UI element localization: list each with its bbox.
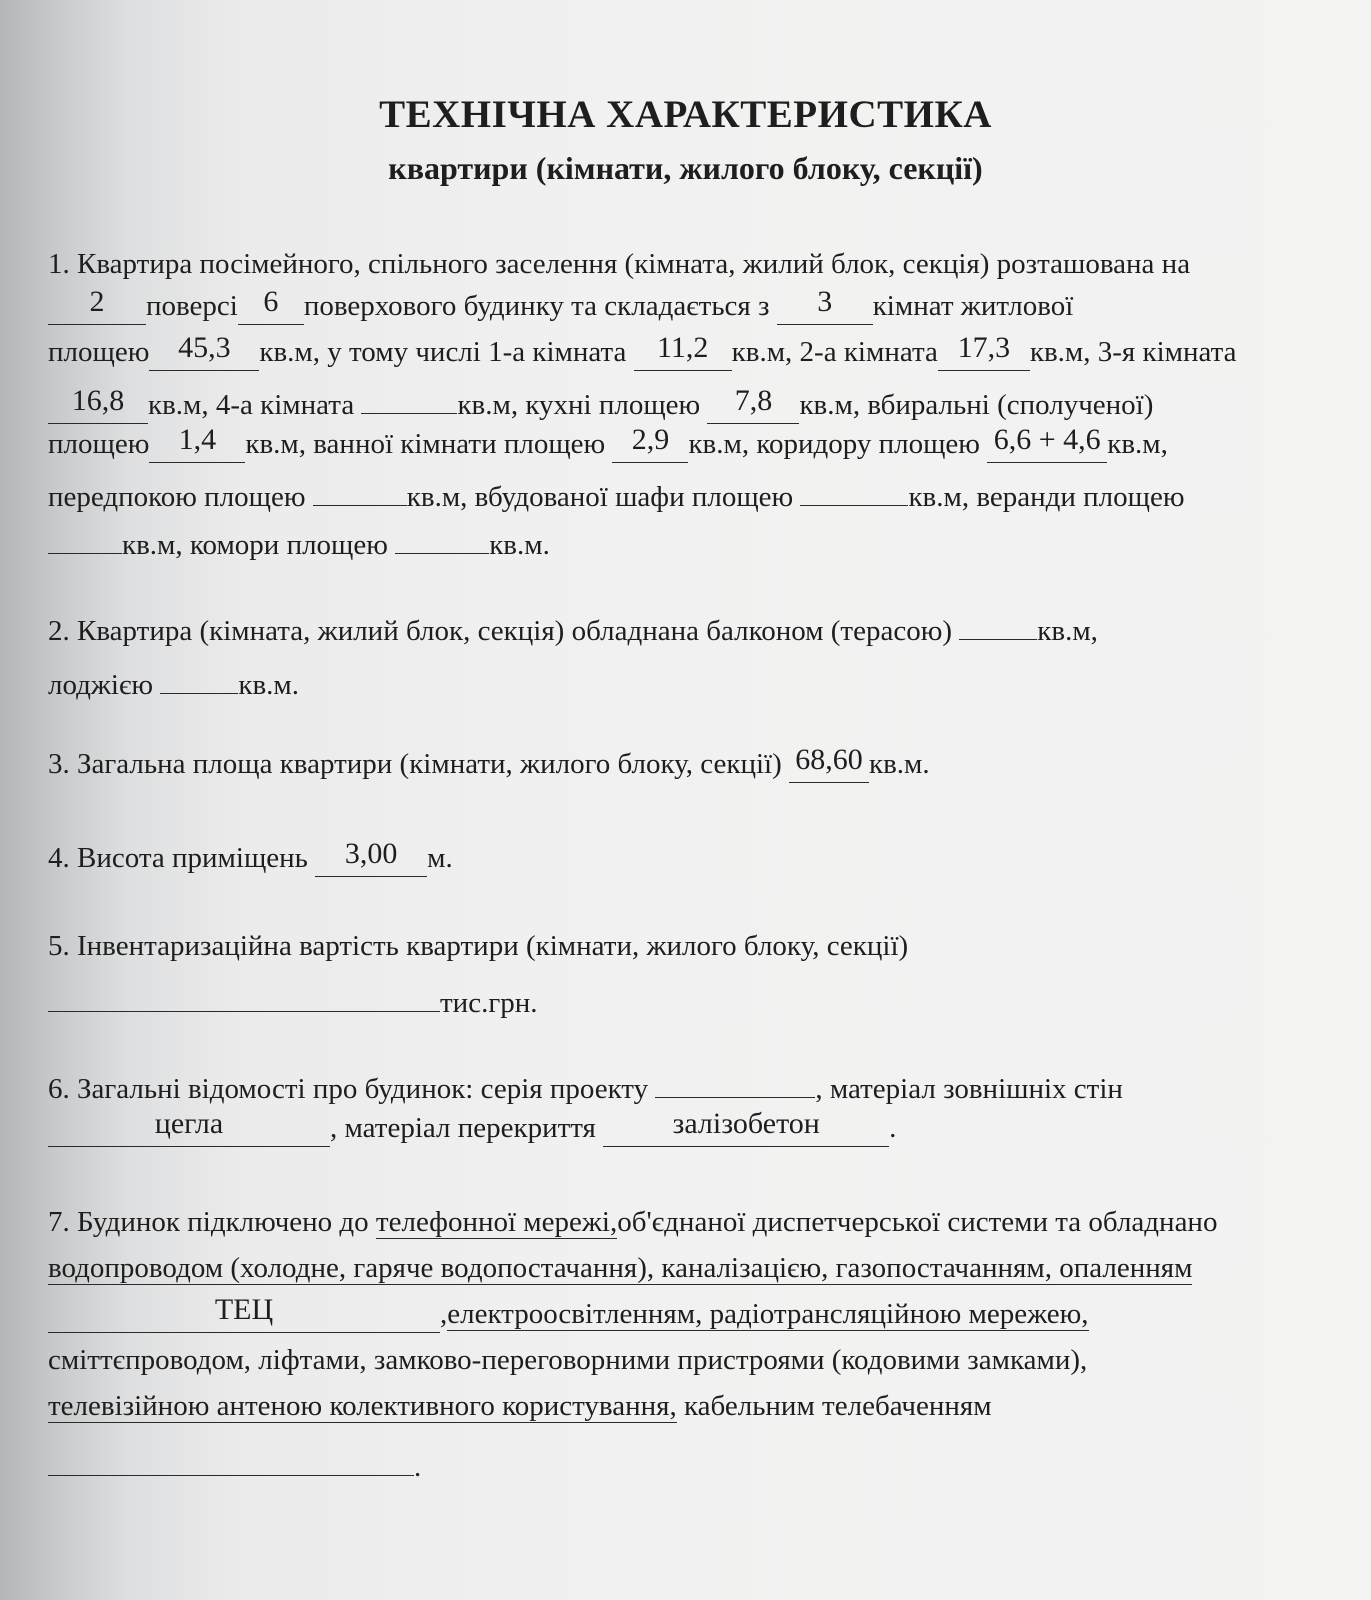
other-services-field bbox=[48, 1442, 414, 1476]
section-6-line-2: цегла , матеріал перекриття залізобетон . bbox=[48, 1110, 896, 1147]
section-1-line-4: 16,8 кв.м, 4-а кімната кв.м, кухні площею 7,8 кв.м, вбиральні (сполученої) bbox=[48, 380, 1153, 424]
section-5-line-2: тис.грн. bbox=[48, 978, 537, 1021]
hall-field bbox=[313, 472, 407, 506]
veranda-field bbox=[48, 520, 122, 554]
corridor-field: 6,6 + 4,6 bbox=[987, 429, 1107, 463]
ceiling-material-field: залізобетон bbox=[603, 1113, 889, 1147]
room4-field bbox=[361, 380, 457, 414]
floor-field: 2 bbox=[48, 291, 146, 325]
room2-field: 17,3 bbox=[938, 337, 1030, 371]
section-2-line-1: 2. Квартира (кімната, жилий блок, секція) обладнана балконом (терасою) кв.м, bbox=[48, 606, 1098, 649]
phone-network-text: телефонної мережі, bbox=[375, 1206, 618, 1238]
inventory-value-field bbox=[48, 978, 440, 1012]
section-7-line-6: . bbox=[48, 1442, 421, 1485]
total-area-field: 68,60 bbox=[789, 749, 869, 783]
section-6-line-1: 6. Загальні відомості про будинок: серія проекту , матеріал зовнішніх стін bbox=[48, 1064, 1123, 1107]
document-title: ТЕХНІЧНА ХАРАКТЕРИСТИКА bbox=[379, 93, 992, 136]
living-area-field: 45,3 bbox=[149, 337, 259, 371]
document-subtitle: квартири (кімнати, жилого блоку, секції) bbox=[388, 150, 983, 186]
heating-field: ТЕЦ bbox=[48, 1299, 440, 1333]
wc-field: 1,4 bbox=[149, 429, 245, 463]
floors-total-field: 6 bbox=[238, 291, 304, 325]
balcony-field bbox=[959, 606, 1037, 640]
section-1-line-1 bbox=[48, 246, 1190, 282]
section-7-line-2 bbox=[48, 1250, 1192, 1286]
section-7-line-3: ТЕЦ ,електроосвітленням, радіотрансляційною мережею, bbox=[48, 1296, 1089, 1333]
section-1-line-3: площею 45,3 кв.м, у тому числі 1-а кімната 11,2 кв.м, 2-а кімната 17,3 кв.м, 3-я кімната bbox=[48, 334, 1237, 371]
tv-antenna-text: телевізійною антеною колективного користування, bbox=[48, 1390, 677, 1422]
loggia-field bbox=[160, 660, 238, 694]
kitchen-field: 7,8 bbox=[707, 390, 799, 424]
storage-field bbox=[395, 520, 489, 554]
room3-field: 16,8 bbox=[48, 390, 148, 424]
utilities-text: водопроводом (холодне, гаряче водопостачання), каналізацією, газопостачанням, опаленням bbox=[48, 1252, 1193, 1284]
section-1-line-2: 2 поверсі 6 поверхового будинку та складається з 3 кімнат житлової bbox=[48, 288, 1073, 325]
section-1-text: 1. Квартира посімейного, спільного заселення (кімната, жилий блок, секція) розташована на bbox=[48, 248, 1191, 280]
rooms-count-field: 3 bbox=[777, 291, 873, 325]
room1-field: 11,2 bbox=[634, 337, 732, 371]
section-1-line-5: площею 1,4 кв.м, ванної кімнати площею 2,9 кв.м, коридору площею 6,6 + 4,6 кв.м, bbox=[48, 426, 1168, 463]
section-4: 4. Висота приміщень 3,00 м. bbox=[48, 840, 453, 877]
section-1-line-6: передпокою площею кв.м, вбудованої шафи площею кв.м, веранди площею bbox=[48, 472, 1185, 515]
electric-text: електроосвітленням, радіотрансляційною мережею, bbox=[447, 1298, 1089, 1330]
section-7-line-5: телевізійною антеною колективного користування, кабельним телебаченням bbox=[48, 1390, 992, 1422]
section-2-line-2: лоджією кв.м. bbox=[48, 660, 299, 703]
project-series-field bbox=[655, 1064, 815, 1098]
bath-field: 2,9 bbox=[612, 429, 688, 463]
section-1-line-7: кв.м, комори площею кв.м. bbox=[48, 520, 550, 563]
section-5-line-1: 5. Інвентаризаційна вартість квартири (кімнати, жилого блоку, секції) bbox=[48, 930, 909, 962]
wall-material-field: цегла bbox=[48, 1113, 330, 1147]
height-field: 3,00 bbox=[315, 843, 427, 877]
section-7-line-4: сміттєпроводом, ліфтами, замково-переговорними пристроями (кодовими замками), bbox=[48, 1344, 1088, 1376]
section-7-line-1: 7. Будинок підключено до телефонної мережі,об'єднаної диспетчерської системи та обладнано bbox=[48, 1206, 1218, 1238]
closet-field bbox=[800, 472, 908, 506]
section-3: 3. Загальна площа квартири (кімнати, жилого блоку, секції) 68,60 кв.м. bbox=[48, 746, 930, 783]
